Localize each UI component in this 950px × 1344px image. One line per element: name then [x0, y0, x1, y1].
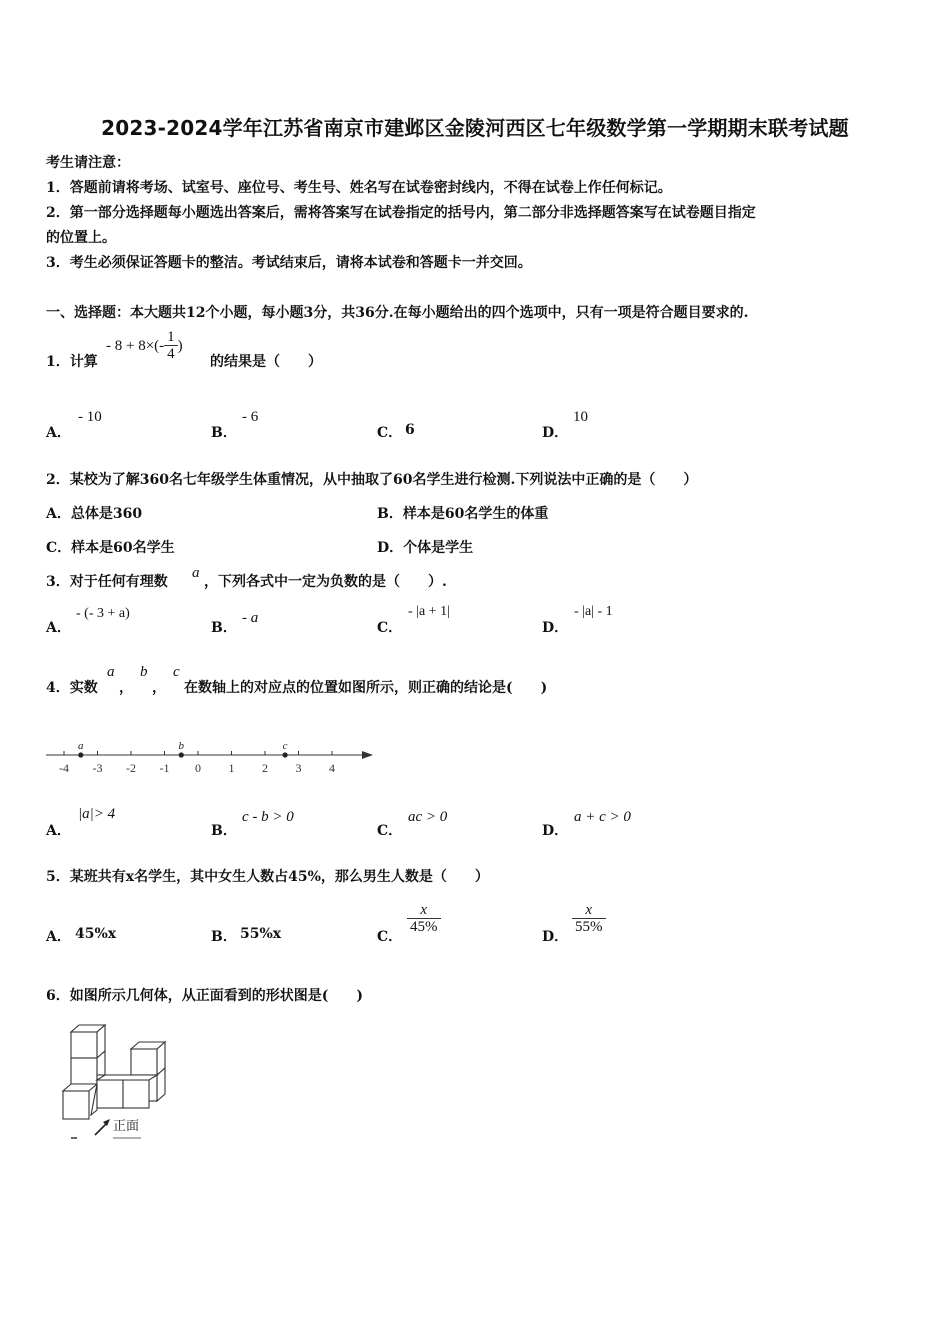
q1-option-b-label: B． [211, 425, 237, 441]
q4-option-c-label: C． [377, 823, 403, 839]
number-line-point-label: a [78, 740, 84, 752]
q3-option-a-label: A． [46, 620, 71, 636]
q5-option-c-label: C． [377, 929, 403, 945]
q4-option-d-value: a + c > 0 [574, 809, 631, 825]
q3-option-d-label: D． [542, 620, 569, 636]
q1-option-b-value: - 6 [242, 409, 259, 425]
page-title: 2023-2024学年江苏省南京市建邺区金陵河西区七年级数学第一学期期末联考试题 [101, 116, 849, 140]
q3-option-a-value: - (- 3 + a) [76, 606, 130, 621]
notice-heading: 考生请注意： [46, 155, 130, 171]
q1-option-c-label: C． [377, 425, 403, 441]
q4-option-a-label: A． [46, 823, 71, 839]
notice-item-2: 2．第一部分选择题每小题选出答案后，需将答案写在试卷指定的括号内，第二部分非选择题答案写在试卷题目指定 [46, 205, 756, 221]
q4-var-c: c [173, 664, 180, 680]
q1-prefix: 1．计算 [46, 354, 98, 370]
q3-option-c-label: C． [377, 620, 403, 636]
q3-variable: a [192, 565, 200, 581]
solid-figure [55, 1020, 185, 1142]
number-line-tick-label: -1 [159, 761, 170, 775]
number-line-point-c [283, 752, 288, 757]
q1-option-a-label: A． [46, 425, 71, 441]
q1-fraction [164, 329, 178, 362]
number-line-tick-label: 1 [228, 761, 235, 775]
q5-option-b-label: B． [211, 929, 237, 945]
q2-option-a: A．总体是360 [46, 506, 143, 522]
q1-option-c-value: 6 [405, 422, 415, 438]
q3-option-d-value: - |a| - 1 [574, 604, 613, 619]
q4-option-d-label: D． [542, 823, 569, 839]
q1-suffix: 的结果是（ ） [210, 354, 322, 370]
q5-option-d-label: D． [542, 929, 569, 945]
q3-suffix: ，下列各式中一定为负数的是（ ）. [204, 574, 447, 590]
q5-option-c-num: x [407, 902, 441, 919]
q4-option-b-label: B． [211, 823, 237, 839]
q1-expr-a: - 8 + 8×(- [106, 338, 165, 354]
q3-prefix: 3．对于任何有理数 [46, 574, 168, 590]
q3-option-b-value: - a [242, 610, 259, 626]
q5-option-c-den: 45% [410, 919, 438, 935]
number-line-tick-label: 2 [262, 761, 268, 775]
q1-expression [106, 329, 183, 362]
number-line-tick-label: 0 [195, 761, 201, 775]
q4-option-c-value: ac > 0 [408, 809, 448, 825]
number-line-point-label: b [178, 740, 184, 752]
q1-option-a-value: - 10 [78, 409, 102, 425]
q4-suffix: 在数轴上的对应点的位置如图所示，则正确的结论是( ) [184, 680, 548, 696]
q5-option-d-fraction [572, 902, 606, 935]
number-line-point-a [78, 752, 83, 757]
q6-text: 6．如图所示几何体，从正面看到的形状图是( ) [46, 988, 363, 1004]
number-line-tick-label: -4 [59, 761, 69, 775]
number-line-point-b [179, 752, 184, 757]
figure-front-label: 正面 [113, 1119, 140, 1134]
number-line-point-label: c [282, 740, 288, 752]
q1-option-d-value: 10 [573, 409, 588, 425]
number-line-tick-label: 3 [295, 761, 302, 775]
q1-frac-num: 1 [164, 329, 178, 346]
q5-option-c-fraction [407, 902, 441, 935]
q5-option-b-value: 55%x [240, 926, 282, 942]
q2-text: 2．某校为了解360名七年级学生体重情况，从中抽取了60名学生进行检测.下列说法中正确的是（ ） [46, 472, 698, 488]
number-line-tick-label: 4 [329, 761, 335, 775]
q2-option-b: B．样本是60名学生的体重 [377, 506, 549, 522]
q4-var-b: b [140, 664, 148, 680]
q1-expr-b: ) [177, 338, 183, 354]
number-line [40, 733, 380, 778]
q3-option-b-label: B． [211, 620, 237, 636]
q1-option-d-label: D． [542, 425, 569, 441]
number-line-arrow-icon [362, 751, 373, 759]
q4-prefix: 4．实数 [46, 680, 98, 696]
notice-item-2-cont: 的位置上。 [46, 230, 116, 246]
q5-option-a-value: 45%x [75, 926, 117, 942]
notice-item-1: 1．答题前请将考场、试室号、座位号、考生号、姓名写在试卷密封线内，不得在试卷上作任何标记。 [46, 180, 672, 196]
q2-option-d: D．个体是学生 [377, 540, 474, 556]
q4-sep-1: ， [119, 680, 133, 696]
q5-option-d-num: x [572, 902, 606, 919]
section-heading: 一、选择题：本大题共12个小题，每小题3分，共36分.在每小题给出的四个选项中，只有一项是符合题目要求的. [46, 305, 749, 321]
q4-option-a-value: |a|> 4 [78, 806, 116, 822]
q4-sep-2: ， [152, 680, 166, 696]
number-line-tick-label: -3 [92, 761, 103, 775]
q2-option-c: C．样本是60名学生 [46, 540, 175, 556]
q4-option-b-value: c - b > 0 [242, 809, 294, 825]
q5-option-d-den: 55% [575, 919, 603, 935]
q5-option-a-label: A． [46, 929, 71, 945]
q4-var-a: a [107, 664, 115, 680]
number-line-tick-label: -2 [126, 761, 136, 775]
notice-item-3: 3．考生必须保证答题卡的整洁。考试结束后，请将本试卷和答题卡一并交回。 [46, 255, 532, 271]
q5-text: 5．某班共有x名学生，其中女生人数占45%，那么男生人数是（ ） [46, 869, 489, 885]
q3-option-c-value: - |a + 1| [408, 604, 450, 619]
front-arrow [95, 1123, 107, 1135]
q1-frac-den: 4 [167, 346, 175, 362]
